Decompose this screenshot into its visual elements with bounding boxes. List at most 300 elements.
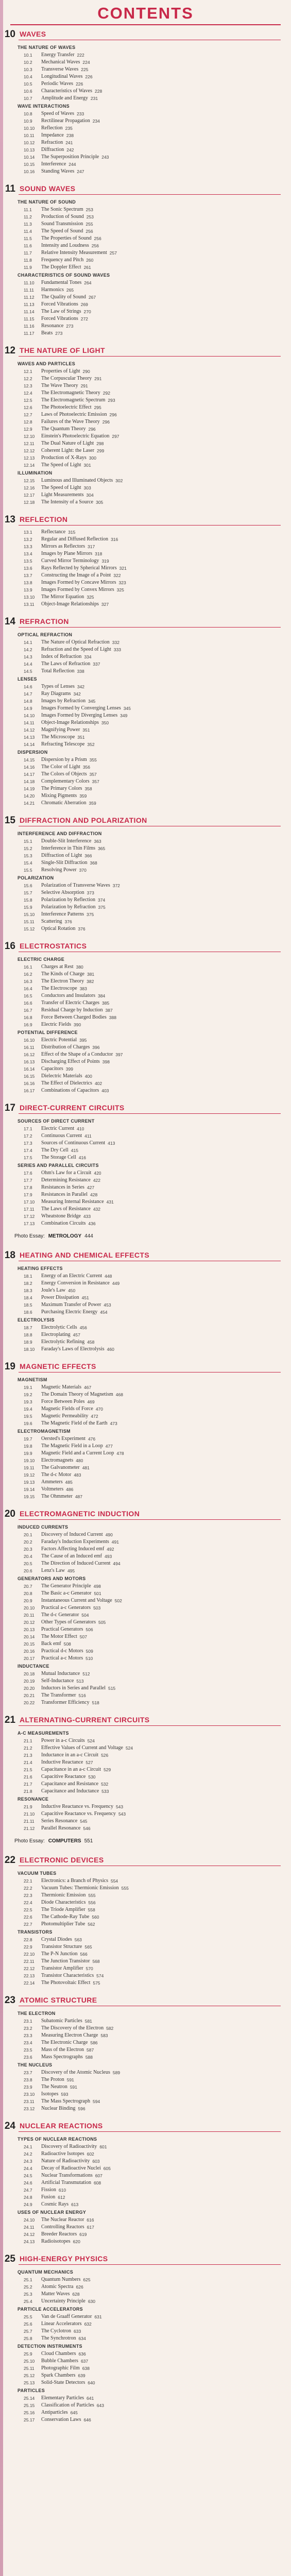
toc-entry[interactable] — [24, 330, 178, 337]
entry-page: 460 — [107, 1347, 114, 1352]
toc-entry[interactable] — [24, 845, 178, 852]
toc-entry[interactable] — [24, 2032, 178, 2039]
toc-entry[interactable] — [24, 1803, 178, 1810]
toc-entry[interactable] — [24, 992, 178, 999]
toc-entry[interactable] — [24, 294, 178, 301]
toc-entry[interactable] — [24, 911, 178, 918]
toc-entry[interactable] — [24, 1051, 178, 1058]
toc-entry[interactable] — [24, 2313, 178, 2320]
toc-entry[interactable] — [24, 2372, 178, 2379]
toc-entry[interactable] — [24, 1479, 178, 1486]
toc-entry[interactable] — [24, 264, 178, 271]
toc-entry[interactable] — [24, 2179, 178, 2187]
chapter-title[interactable]: DIRECT-CURRENT CIRCUITS — [20, 1104, 125, 1112]
toc-entry[interactable] — [24, 477, 178, 484]
toc-entry[interactable] — [24, 1538, 178, 1546]
toc-entry[interactable] — [24, 2172, 178, 2179]
toc-entry[interactable] — [24, 1132, 178, 1140]
toc-entry[interactable] — [24, 2158, 178, 2165]
toc-entry[interactable] — [24, 2194, 178, 2201]
toc-entry[interactable] — [24, 1058, 178, 1065]
entry-title: Laws of Photoelectric Emission — [41, 412, 107, 417]
entry-title: Magnetic Permeability — [41, 1413, 89, 1419]
toc-entry[interactable] — [24, 389, 178, 397]
toc-entry[interactable] — [24, 925, 178, 933]
toc-entry[interactable] — [24, 800, 178, 807]
chapter-title[interactable]: HIGH-ENERGY PHYSICS — [20, 2255, 108, 2263]
toc-entry[interactable] — [24, 1965, 178, 1972]
toc-entry[interactable] — [24, 2098, 178, 2105]
toc-entry[interactable] — [24, 1301, 178, 1309]
toc-entry[interactable] — [24, 639, 178, 646]
entry-page: 422 — [93, 1178, 100, 1183]
toc-entry[interactable] — [24, 315, 178, 323]
toc-entry[interactable] — [24, 1788, 178, 1795]
toc-entry[interactable] — [24, 132, 178, 139]
toc-entry[interactable] — [24, 1324, 178, 1331]
toc-entry[interactable] — [24, 1553, 178, 1560]
toc-entry[interactable] — [24, 1184, 178, 1191]
toc-entry[interactable] — [24, 2201, 178, 2208]
toc-entry[interactable] — [24, 2402, 178, 2409]
toc-entry[interactable] — [24, 1744, 178, 1752]
entry-number: 17.9 — [24, 1192, 32, 1197]
toc-entry[interactable] — [24, 66, 178, 73]
toc-entry[interactable] — [24, 88, 178, 95]
toc-entry[interactable] — [24, 904, 178, 911]
toc-entry[interactable] — [24, 110, 178, 117]
toc-entry[interactable] — [24, 139, 178, 146]
toc-entry[interactable] — [24, 1685, 178, 1692]
chapter-title[interactable]: HEATING AND CHEMICAL EFFECTS — [20, 1251, 150, 1259]
toc-entry[interactable] — [24, 601, 178, 608]
toc-entry[interactable] — [24, 426, 178, 433]
toc-entry[interactable] — [24, 454, 178, 462]
toc-entry[interactable] — [24, 125, 178, 132]
toc-entry[interactable] — [24, 1309, 178, 1316]
entry-number: 10.14 — [24, 155, 35, 160]
page-header — [0, 0, 291, 25]
toc-entry[interactable] — [24, 2379, 178, 2386]
toc-entry[interactable] — [24, 778, 178, 785]
entry-title: The Kinds of Charge — [41, 971, 84, 977]
toc-entry[interactable] — [24, 889, 178, 896]
toc-entry[interactable] — [24, 2046, 178, 2054]
toc-entry[interactable] — [24, 1699, 178, 1706]
toc-entry[interactable] — [24, 1080, 178, 1087]
toc-entry[interactable] — [24, 550, 178, 557]
entry-number: 25.9 — [24, 2351, 32, 2357]
entry-page: 372 — [112, 883, 120, 888]
toc-entry[interactable] — [24, 565, 178, 572]
toc-entry[interactable] — [24, 726, 178, 734]
toc-entry[interactable] — [24, 286, 178, 294]
photo-essay-line[interactable] — [14, 1233, 93, 1239]
toc-entry[interactable] — [24, 712, 178, 719]
toc-entry[interactable] — [24, 2358, 178, 2365]
toc-entry[interactable] — [24, 1206, 178, 1213]
entry-title: Ray Diagrams — [41, 691, 71, 697]
chapter-title[interactable]: DIFFRACTION AND POLARIZATION — [20, 816, 147, 824]
toc-entry[interactable] — [24, 1147, 178, 1154]
chapter-title[interactable]: ELECTROMAGNETIC INDUCTION — [20, 1510, 140, 1518]
entry-title: Diode Characteristics — [41, 1900, 86, 1905]
toc-entry[interactable] — [24, 1170, 178, 1177]
chapter-title[interactable]: ATOMIC STRUCTURE — [20, 1996, 97, 2004]
toc-entry[interactable] — [24, 1781, 178, 1788]
toc-entry[interactable] — [24, 484, 178, 492]
toc-entry[interactable] — [24, 1391, 178, 1398]
toc-entry[interactable] — [24, 1273, 178, 1280]
toc-entry[interactable] — [24, 1177, 178, 1184]
chapter-title[interactable]: ELECTROSTATICS — [20, 942, 87, 950]
toc-entry[interactable] — [24, 1220, 178, 1227]
toc-entry[interactable] — [24, 1398, 178, 1405]
entry-page: 582 — [106, 2026, 114, 2031]
toc-entry[interactable] — [24, 764, 178, 771]
entry-page: 467 — [84, 1385, 92, 1390]
entry-title: The Neutron — [41, 2084, 67, 2090]
toc-entry[interactable] — [24, 756, 178, 764]
section-heading: GENERATORS AND MOTORS — [18, 1576, 86, 1581]
entry-number: 12.9 — [24, 427, 32, 432]
toc-entry[interactable] — [24, 1810, 178, 1818]
toc-entry[interactable] — [24, 1913, 178, 1921]
entry-number: 12.13 — [24, 455, 35, 461]
toc-entry[interactable] — [24, 1899, 178, 1906]
toc-entry[interactable] — [24, 2187, 178, 2194]
toc-entry[interactable] — [24, 792, 178, 800]
entry-number: 10.16 — [24, 169, 35, 174]
chapter-title[interactable]: REFLECTION — [20, 515, 68, 523]
toc-entry[interactable] — [24, 719, 178, 726]
toc-entry[interactable] — [24, 1140, 178, 1147]
chapter-title[interactable]: ALTERNATING-CURRENT CIRCUITS — [20, 1716, 150, 1724]
entry-page: 516 — [78, 1693, 86, 1698]
toc-entry[interactable] — [24, 572, 178, 579]
toc-entry[interactable] — [24, 2291, 178, 2298]
toc-entry[interactable] — [24, 2025, 178, 2032]
section-heading: ELECTROLYSIS — [18, 1317, 55, 1323]
toc-entry[interactable] — [24, 2091, 178, 2098]
toc-entry[interactable] — [24, 1346, 178, 1353]
toc-entry[interactable] — [24, 896, 178, 904]
toc-entry[interactable] — [24, 1457, 178, 1464]
toc-entry[interactable] — [24, 257, 178, 264]
toc-entry[interactable] — [24, 375, 178, 382]
toc-entry[interactable] — [24, 447, 178, 454]
toc-entry[interactable] — [24, 2165, 178, 2172]
toc-entry[interactable] — [24, 2395, 178, 2402]
toc-entry[interactable] — [24, 1443, 178, 1450]
toc-entry[interactable] — [24, 2069, 178, 2076]
toc-entry[interactable] — [24, 1612, 178, 1619]
toc-entry[interactable] — [24, 382, 178, 389]
toc-entry[interactable] — [24, 2416, 178, 2424]
entry-number: 12.3 — [24, 383, 32, 388]
toc-entry[interactable] — [24, 2143, 178, 2150]
toc-entry[interactable] — [24, 404, 178, 411]
toc-entry[interactable] — [24, 1331, 178, 1338]
toc-entry[interactable] — [24, 985, 178, 992]
toc-entry[interactable] — [24, 536, 178, 543]
toc-entry[interactable] — [24, 1191, 178, 1198]
entry-page: 256 — [91, 243, 99, 248]
toc-entry[interactable] — [24, 705, 178, 712]
toc-entry[interactable] — [24, 411, 178, 418]
chapter-title[interactable]: MAGNETIC EFFECTS — [20, 1362, 96, 1370]
toc-entry[interactable] — [24, 1597, 178, 1604]
toc-entry[interactable] — [24, 1979, 178, 1987]
toc-entry[interactable] — [24, 499, 178, 506]
toc-entry[interactable] — [24, 1655, 178, 1662]
toc-entry[interactable] — [24, 1752, 178, 1759]
toc-entry[interactable] — [24, 95, 178, 102]
toc-entry[interactable] — [24, 213, 178, 221]
toc-entry[interactable] — [24, 2320, 178, 2328]
toc-entry[interactable] — [24, 154, 178, 161]
toc-entry[interactable] — [24, 206, 178, 213]
toc-entry[interactable] — [24, 698, 178, 705]
toc-entry[interactable] — [24, 683, 178, 690]
toc-entry[interactable] — [24, 1154, 178, 1161]
toc-entry[interactable] — [24, 397, 178, 404]
toc-entry[interactable] — [24, 1413, 178, 1420]
chapter-rule — [19, 1113, 281, 1114]
toc-entry[interactable] — [24, 59, 178, 66]
toc-entry[interactable] — [24, 586, 178, 594]
chapter-title[interactable]: REFRACTION — [20, 617, 69, 625]
toc-entry[interactable] — [24, 1759, 178, 1766]
toc-entry[interactable] — [24, 1619, 178, 1626]
toc-entry[interactable] — [24, 1604, 178, 1612]
toc-entry[interactable] — [24, 242, 178, 249]
toc-entry[interactable] — [24, 557, 178, 565]
toc-entry[interactable] — [24, 1294, 178, 1301]
entry-number: 19.10 — [24, 1458, 35, 1463]
toc-entry[interactable] — [24, 543, 178, 550]
toc-entry[interactable] — [24, 1280, 178, 1287]
toc-entry[interactable] — [24, 653, 178, 660]
toc-entry[interactable] — [24, 146, 178, 154]
toc-entry[interactable] — [24, 646, 178, 653]
toc-entry[interactable] — [24, 1044, 178, 1051]
toc-entry[interactable] — [24, 1287, 178, 1294]
toc-entry[interactable] — [24, 2105, 178, 2112]
toc-entry[interactable] — [24, 1007, 178, 1014]
toc-entry[interactable] — [24, 1906, 178, 1913]
entry-number: 17.11 — [24, 1207, 35, 1212]
toc-entry[interactable] — [24, 2409, 178, 2416]
toc-entry[interactable] — [24, 1892, 178, 1899]
toc-entry[interactable] — [24, 999, 178, 1007]
toc-entry[interactable] — [24, 462, 178, 469]
chapter-title[interactable]: THE NATURE OF LIGHT — [20, 346, 105, 354]
toc-entry[interactable] — [24, 2076, 178, 2083]
toc-entry[interactable] — [24, 1471, 178, 1479]
toc-entry[interactable] — [24, 279, 178, 286]
toc-entry[interactable] — [24, 1213, 178, 1220]
toc-entry[interactable] — [24, 1818, 178, 1825]
toc-entry[interactable] — [24, 1951, 178, 1958]
toc-entry[interactable] — [24, 1073, 178, 1080]
toc-entry[interactable] — [24, 1633, 178, 1640]
toc-entry[interactable] — [24, 2224, 178, 2231]
toc-entry[interactable] — [24, 963, 178, 971]
toc-entry[interactable] — [24, 1885, 178, 1892]
toc-entry[interactable] — [24, 1493, 178, 1500]
toc-entry[interactable] — [24, 668, 178, 675]
toc-entry[interactable] — [24, 1435, 178, 1443]
toc-entry[interactable] — [24, 323, 178, 330]
entry-title: Polarization of Transverse Waves — [41, 883, 110, 888]
entry-page: 448 — [105, 1274, 112, 1279]
entry-page: 325 — [87, 595, 94, 600]
toc-entry[interactable] — [24, 1546, 178, 1553]
toc-entry[interactable] — [24, 1021, 178, 1028]
toc-entry[interactable] — [24, 867, 178, 874]
section-heading: ELECTRIC CHARGE — [18, 957, 65, 962]
toc-entry[interactable] — [24, 168, 178, 175]
toc-entry[interactable] — [24, 1692, 178, 1699]
chapter-title[interactable]: WAVES — [20, 30, 46, 38]
entry-title: Diffraction of Light — [41, 853, 82, 858]
toc-entry[interactable] — [24, 368, 178, 375]
toc-entry[interactable] — [24, 1626, 178, 1633]
toc-entry[interactable] — [24, 978, 178, 985]
toc-entry[interactable] — [24, 1825, 178, 1832]
toc-entry[interactable] — [24, 529, 178, 536]
entry-number: 18.1 — [24, 1274, 32, 1279]
toc-entry[interactable] — [24, 2039, 178, 2046]
entry-page: 415 — [71, 1148, 78, 1153]
toc-entry[interactable] — [24, 771, 178, 778]
toc-entry[interactable] — [24, 1450, 178, 1457]
toc-entry[interactable] — [24, 2276, 178, 2283]
chapter-title[interactable]: NUCLEAR REACTIONS — [20, 2122, 103, 2130]
entry-number: 21.11 — [24, 1819, 35, 1824]
toc-entry[interactable] — [24, 1037, 178, 1044]
toc-entry[interactable] — [24, 1464, 178, 1471]
toc-entry[interactable] — [24, 734, 178, 741]
toc-entry[interactable] — [24, 80, 178, 88]
toc-entry[interactable] — [24, 1198, 178, 1206]
toc-entry[interactable] — [24, 971, 178, 978]
toc-entry[interactable] — [24, 221, 178, 228]
toc-entry[interactable] — [24, 1766, 178, 1773]
toc-entry[interactable] — [24, 52, 178, 59]
toc-entry[interactable] — [24, 882, 178, 889]
toc-entry[interactable] — [24, 859, 178, 867]
toc-entry[interactable] — [24, 1677, 178, 1685]
toc-entry[interactable] — [24, 2365, 178, 2372]
toc-entry[interactable] — [24, 301, 178, 308]
toc-entry[interactable] — [24, 1384, 178, 1391]
toc-entry[interactable] — [24, 1670, 178, 1677]
toc-entry[interactable] — [24, 2231, 178, 2238]
toc-entry[interactable] — [24, 1640, 178, 1648]
toc-entry[interactable] — [24, 235, 178, 242]
toc-entry[interactable] — [24, 2283, 178, 2291]
toc-entry[interactable] — [24, 1125, 178, 1132]
toc-entry[interactable] — [24, 838, 178, 845]
toc-entry[interactable] — [24, 2054, 178, 2061]
toc-entry[interactable] — [24, 418, 178, 426]
toc-entry[interactable] — [24, 440, 178, 447]
toc-entry[interactable] — [24, 1773, 178, 1781]
entry-number: 10.6 — [24, 89, 32, 94]
toc-entry[interactable] — [24, 741, 178, 748]
toc-entry[interactable] — [24, 1065, 178, 1073]
toc-entry[interactable] — [24, 2350, 178, 2358]
toc-entry[interactable] — [24, 1590, 178, 1597]
entry-title: Decay of Radioactive Nuclei — [41, 2165, 101, 2171]
toc-entry[interactable] — [24, 1921, 178, 1928]
toc-entry[interactable] — [24, 1420, 178, 1427]
toc-entry[interactable] — [24, 785, 178, 792]
toc-entry[interactable] — [24, 1737, 178, 1744]
toc-entry[interactable] — [24, 1087, 178, 1094]
toc-entry[interactable] — [24, 1405, 178, 1413]
toc-entry[interactable] — [24, 2328, 178, 2335]
toc-entry[interactable] — [24, 433, 178, 440]
toc-entry[interactable] — [24, 161, 178, 168]
toc-entry[interactable] — [24, 1560, 178, 1567]
entry-number: 16.1 — [24, 964, 32, 970]
toc-entry[interactable] — [24, 73, 178, 80]
toc-entry[interactable] — [24, 2018, 178, 2025]
entry-page: 226 — [85, 74, 93, 79]
toc-entry[interactable] — [24, 2298, 178, 2305]
toc-entry[interactable] — [24, 852, 178, 859]
toc-entry[interactable] — [24, 492, 178, 499]
toc-entry[interactable] — [24, 690, 178, 698]
toc-entry[interactable] — [24, 660, 178, 668]
toc-entry[interactable] — [24, 308, 178, 315]
toc-entry[interactable] — [24, 1877, 178, 1885]
entry-page: 231 — [90, 96, 98, 101]
toc-entry[interactable] — [24, 918, 178, 925]
toc-entry[interactable] — [24, 594, 178, 601]
entry-page: 301 — [83, 463, 91, 468]
toc-entry[interactable] — [24, 2238, 178, 2245]
toc-entry[interactable] — [24, 1943, 178, 1951]
toc-entry[interactable] — [24, 1936, 178, 1943]
toc-entry[interactable] — [24, 1531, 178, 1538]
toc-entry[interactable] — [24, 1486, 178, 1493]
toc-entry[interactable] — [24, 1972, 178, 1979]
toc-entry[interactable] — [24, 2150, 178, 2158]
toc-entry[interactable] — [24, 579, 178, 586]
toc-entry[interactable] — [24, 228, 178, 235]
chapter-title[interactable]: ELECTRONIC DEVICES — [20, 1856, 104, 1864]
toc-entry[interactable] — [24, 1958, 178, 1965]
toc-entry[interactable] — [24, 2335, 178, 2342]
toc-entry[interactable] — [24, 2216, 178, 2224]
toc-entry[interactable] — [24, 117, 178, 125]
toc-entry[interactable] — [24, 1014, 178, 1021]
chapter-title[interactable]: SOUND WAVES — [20, 184, 76, 193]
chapter-22 — [0, 1855, 291, 1988]
toc-entry[interactable] — [24, 1338, 178, 1346]
photo-essay-line[interactable] — [14, 1838, 93, 1844]
toc-entry[interactable] — [24, 249, 178, 257]
entry-page: 319 — [101, 558, 109, 564]
toc-entry[interactable] — [24, 1648, 178, 1655]
toc-entry[interactable] — [24, 2083, 178, 2091]
toc-entry[interactable] — [24, 1583, 178, 1590]
toc-entry[interactable] — [24, 1567, 178, 1574]
